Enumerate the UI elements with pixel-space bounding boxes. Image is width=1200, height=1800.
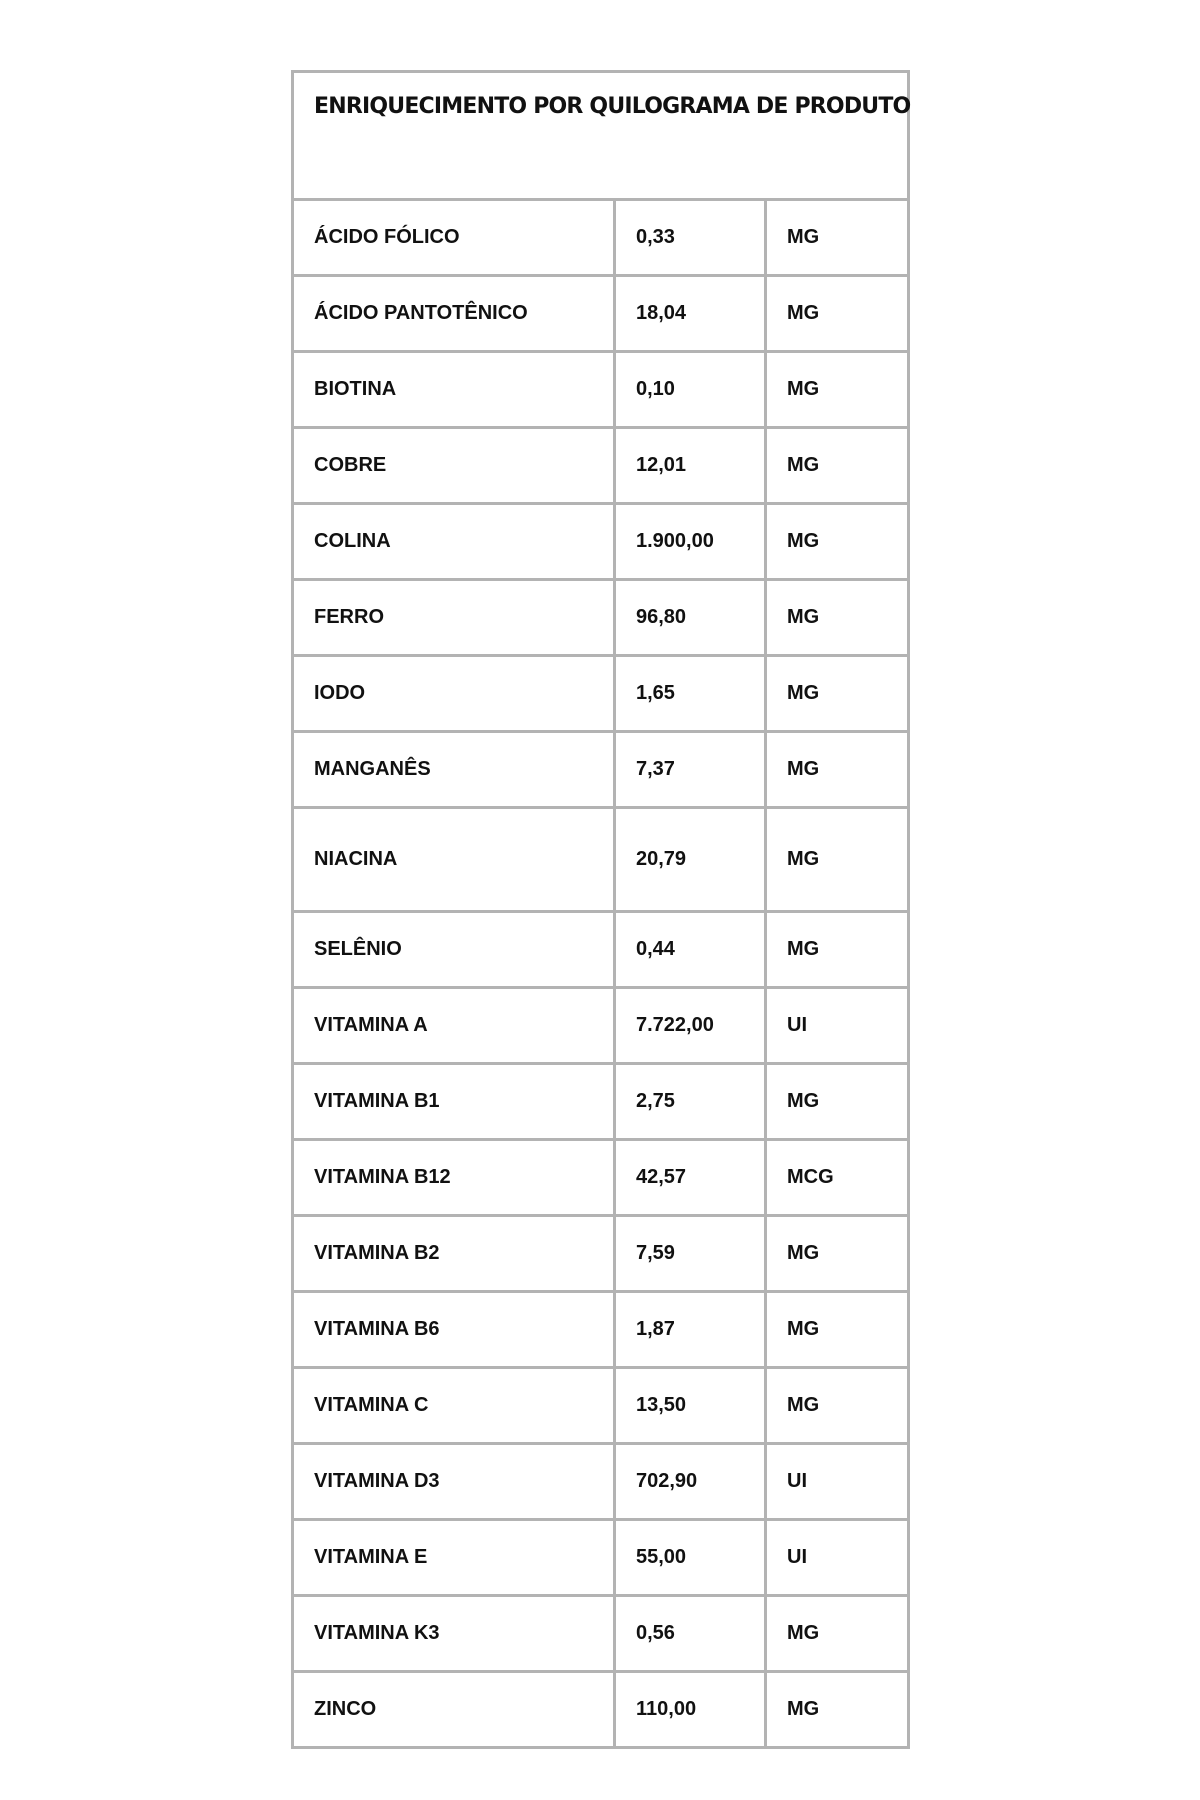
table-row bbox=[293, 1216, 909, 1292]
table-row bbox=[293, 1444, 909, 1520]
nutrient-name-cell: ZINCO bbox=[293, 1672, 615, 1748]
nutrient-name-cell: VITAMINA B2 bbox=[293, 1216, 615, 1292]
nutrient-name-cell: ÁCIDO PANTOTÊNICO bbox=[293, 276, 615, 352]
table-row bbox=[293, 732, 909, 808]
table-row bbox=[293, 276, 909, 352]
nutrient-unit-cell: MG bbox=[766, 1672, 909, 1748]
table-row bbox=[293, 1596, 909, 1672]
nutrient-value-cell: 20,79 bbox=[615, 808, 766, 912]
nutrient-value-cell: 1,65 bbox=[615, 656, 766, 732]
table-header-row bbox=[293, 72, 909, 200]
nutrient-unit-cell: MG bbox=[766, 504, 909, 580]
table-row bbox=[293, 1064, 909, 1140]
nutrient-unit-cell: MG bbox=[766, 352, 909, 428]
nutrient-unit-cell: UI bbox=[766, 1520, 909, 1596]
nutrient-name-cell: ÁCIDO FÓLICO bbox=[293, 200, 615, 276]
nutrient-name-cell: IODO bbox=[293, 656, 615, 732]
table-title: ENRIQUECIMENTO POR QUILOGRAMA DE PRODUTO bbox=[293, 72, 909, 200]
nutrient-name-cell: VITAMINA B1 bbox=[293, 1064, 615, 1140]
table-row bbox=[293, 352, 909, 428]
nutrient-name-cell: COLINA bbox=[293, 504, 615, 580]
nutrient-unit-cell: MG bbox=[766, 808, 909, 912]
table-row bbox=[293, 1368, 909, 1444]
nutrient-value-cell: 7.722,00 bbox=[615, 988, 766, 1064]
nutrient-unit-cell: MG bbox=[766, 428, 909, 504]
nutrient-value-cell: 42,57 bbox=[615, 1140, 766, 1216]
nutrient-name-cell: VITAMINA K3 bbox=[293, 1596, 615, 1672]
nutrient-unit-cell: UI bbox=[766, 1444, 909, 1520]
nutrient-value-cell: 2,75 bbox=[615, 1064, 766, 1140]
nutrient-unit-cell: UI bbox=[766, 988, 909, 1064]
nutrient-value-cell: 1,87 bbox=[615, 1292, 766, 1368]
nutrient-value-cell: 0,33 bbox=[615, 200, 766, 276]
table-row bbox=[293, 580, 909, 656]
nutrient-name-cell: NIACINA bbox=[293, 808, 615, 912]
nutrient-unit-cell: MG bbox=[766, 276, 909, 352]
nutrient-name-cell: FERRO bbox=[293, 580, 615, 656]
nutrient-name-cell: VITAMINA D3 bbox=[293, 1444, 615, 1520]
nutrient-value-cell: 702,90 bbox=[615, 1444, 766, 1520]
nutrient-value-cell: 0,44 bbox=[615, 912, 766, 988]
table-row bbox=[293, 656, 909, 732]
nutrient-unit-cell: MG bbox=[766, 1368, 909, 1444]
table-row bbox=[293, 912, 909, 988]
nutrient-name-cell: VITAMINA A bbox=[293, 988, 615, 1064]
nutrient-unit-cell: MG bbox=[766, 1292, 909, 1368]
nutrient-unit-cell: MG bbox=[766, 200, 909, 276]
nutrient-value-cell: 7,37 bbox=[615, 732, 766, 808]
nutrient-unit-cell: MG bbox=[766, 1596, 909, 1672]
table-row bbox=[293, 1140, 909, 1216]
table-row bbox=[293, 200, 909, 276]
nutrient-value-cell: 55,00 bbox=[615, 1520, 766, 1596]
nutrient-value-cell: 110,00 bbox=[615, 1672, 766, 1748]
table-row bbox=[293, 1292, 909, 1368]
nutrient-name-cell: VITAMINA B12 bbox=[293, 1140, 615, 1216]
table-row bbox=[293, 808, 909, 912]
nutrient-name-cell: BIOTINA bbox=[293, 352, 615, 428]
nutrient-value-cell: 13,50 bbox=[615, 1368, 766, 1444]
nutrient-name-cell: VITAMINA B6 bbox=[293, 1292, 615, 1368]
nutrient-unit-cell: MG bbox=[766, 1216, 909, 1292]
nutrient-unit-cell: MG bbox=[766, 912, 909, 988]
nutrient-value-cell: 96,80 bbox=[615, 580, 766, 656]
nutrient-value-cell: 0,10 bbox=[615, 352, 766, 428]
table-row bbox=[293, 1672, 909, 1748]
nutrient-value-cell: 0,56 bbox=[615, 1596, 766, 1672]
table-row bbox=[293, 988, 909, 1064]
nutrient-name-cell: COBRE bbox=[293, 428, 615, 504]
nutrient-value-cell: 18,04 bbox=[615, 276, 766, 352]
nutrient-value-cell: 1.900,00 bbox=[615, 504, 766, 580]
nutrient-unit-cell: MG bbox=[766, 656, 909, 732]
nutrient-unit-cell: MCG bbox=[766, 1140, 909, 1216]
table-row bbox=[293, 504, 909, 580]
nutrient-unit-cell: MG bbox=[766, 732, 909, 808]
nutrient-name-cell: VITAMINA C bbox=[293, 1368, 615, 1444]
nutrient-unit-cell: MG bbox=[766, 580, 909, 656]
table-row bbox=[293, 1520, 909, 1596]
nutrient-value-cell: 12,01 bbox=[615, 428, 766, 504]
enrichment-table bbox=[291, 70, 910, 1749]
nutrient-value-cell: 7,59 bbox=[615, 1216, 766, 1292]
nutrient-unit-cell: MG bbox=[766, 1064, 909, 1140]
table-row bbox=[293, 428, 909, 504]
nutrient-name-cell: MANGANÊS bbox=[293, 732, 615, 808]
nutrient-name-cell: VITAMINA E bbox=[293, 1520, 615, 1596]
nutrient-name-cell: SELÊNIO bbox=[293, 912, 615, 988]
